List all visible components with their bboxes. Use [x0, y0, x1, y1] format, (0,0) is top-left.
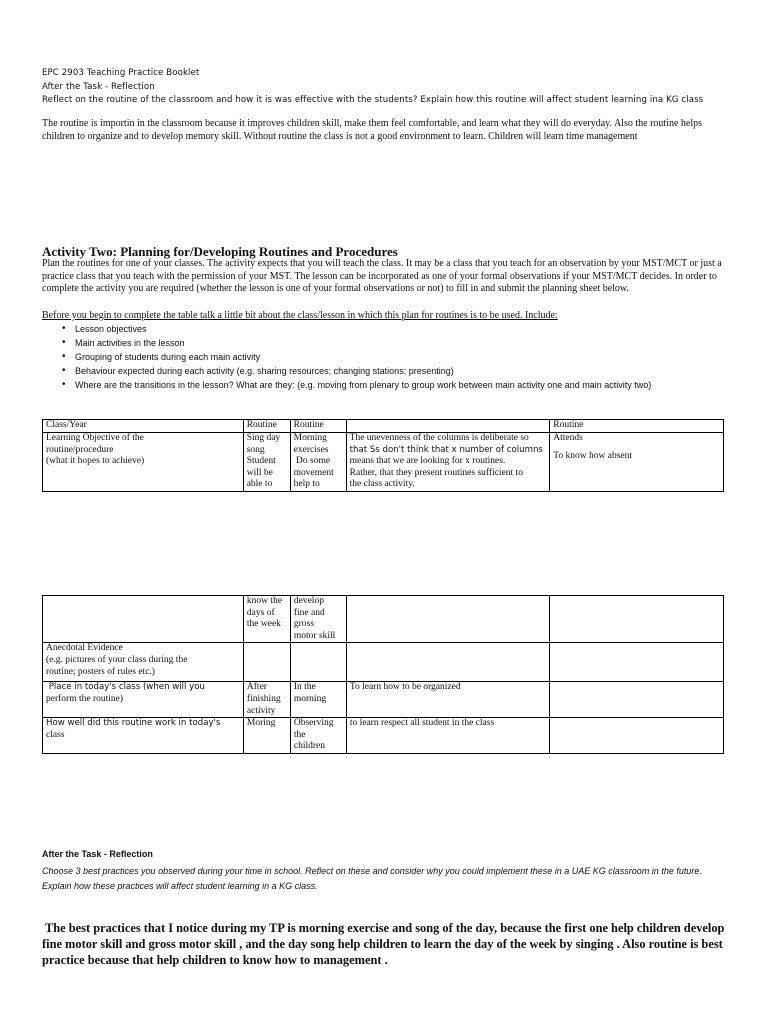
- activity-two-instruction: Before you begin to complete the table talk a little bit about the class/lesson in which this plan for routines is to be used. Include:: [42, 310, 558, 321]
- cell-blank: [550, 682, 724, 718]
- cell-learn-respect: to learn respect all student in the class: [346, 718, 550, 754]
- table-header-row: [43, 420, 724, 433]
- cell-blank: [243, 643, 290, 682]
- table-row: [43, 433, 724, 492]
- cell-place-in-class: Place in today's class (when will you perform the routine): [43, 682, 244, 718]
- activity-two-heading: Activity Two: Planning for/Developing Routines and Procedures: [42, 244, 398, 259]
- reflection-prompt: Choose 3 best practices you observed during your time in school. Reflect on these and consider why you could implement these in a UAE KG classroom in the future. Explain how these practices will affect student learning in a KG class.: [42, 866, 702, 891]
- cell-develop-motor-skill: develop fine and gross motor skill: [290, 596, 346, 643]
- cell-routine-sing-day-song: Sing day song Student will be able to: [243, 433, 290, 492]
- cell-routine-morning-exercises: Morning exercises Do some movement help to: [290, 433, 346, 492]
- cell-routine-attends: Attends To know how absent: [550, 433, 724, 492]
- cell-moring: Moring: [243, 718, 290, 754]
- cell-blank: [550, 596, 724, 643]
- header-class-year: Class/Year: [43, 420, 244, 433]
- cell-know-days: know the days of the week: [243, 596, 290, 643]
- table-row: [43, 718, 724, 754]
- header-blank: [346, 420, 550, 433]
- routines-table-top: [42, 419, 724, 492]
- list-item: • Lesson objectives: [42, 322, 722, 336]
- reflection-question: Reflect on the routine of the classroom and how it is was effective with the students? Explain how this routine will affect student learning ina KG class: [42, 95, 704, 105]
- reflection-heading: After the Task - Reflection: [42, 849, 153, 859]
- routines-table-bottom: [42, 595, 724, 754]
- include-list: [42, 322, 722, 392]
- header-routine-1: Routine: [243, 420, 290, 433]
- cell-in-the-morning: In the morning: [290, 682, 346, 718]
- response-paragraph: The routine is importin in the classroom because it improves children skill, make them feel comfortable, and learn what they will do everyday. Also the routine helps children to organize and to develop memory skill. Without routine the class is not a good environment to learn. Children will learn time management: [42, 118, 703, 142]
- list-item: • Main activities in the lesson: [42, 336, 722, 350]
- table-row: [43, 596, 724, 643]
- cell-blank: [43, 596, 244, 643]
- list-item: • Grouping of students during each main activity: [42, 350, 722, 364]
- cell-after-finishing: After finishing activity: [243, 682, 290, 718]
- cell-blank: [290, 643, 346, 682]
- cell-observing-children: Observing the children: [290, 718, 346, 754]
- best-practices-answer: The best practices that I notice during my TP is morning exercise and song of the day, because the first one help children develop fine motor skill and gross motor skill , and the day song help children to learn the day of the week by singing . Also routine is best practice because that help children to know how to management .: [42, 921, 725, 967]
- activity-two-intro: Plan the routines for one of your classes. The activity expects that you will teach the class. It may be a class that you teach for an observation by your MST/MCT or just a practice class that you teach with the permission of your MST. The lesson can be incorporated as one of your formal observations if your MST/MCT decides. In order to complete the activity you are required (whether the lesson is one of your formal observations or not) to fill in and submit the planning sheet below.: [42, 258, 722, 294]
- list-item: • Behaviour expected during each activity (e.g. sharing resources; changing stations; presenting): [42, 364, 722, 378]
- header-routine-2: Routine: [290, 420, 346, 433]
- cell-how-well: How well did this routine work in today's class: [43, 718, 244, 754]
- cell-blank: [346, 596, 550, 643]
- header-routine-3: Routine: [550, 420, 724, 433]
- list-item: • Where are the transitions in the lesson? What are they: (e.g. moving from plenary to group work between main activity one and main activity two): [42, 378, 722, 392]
- cell-anecdotal-evidence: Anecdotal Evidence (e.g. pictures of your class during the routine; posters of rules etc.): [43, 643, 244, 682]
- section-label: After the Task - Reflection: [42, 82, 155, 92]
- cell-blank: [550, 718, 724, 754]
- table-row: [43, 643, 724, 682]
- cell-blank: [346, 643, 550, 682]
- cell-learn-organized: To learn how to be organized: [346, 682, 550, 718]
- booklet-title: EPC 2903 Teaching Practice Booklet: [42, 68, 200, 78]
- cell-blank: [550, 643, 724, 682]
- cell-columns-note: The unevenness of the columns is deliberate so that Ss don't think that x number of columns means that we are looking for x routines. Rather, that they present routines sufficient to the class activity.: [346, 433, 550, 492]
- cell-learning-objective: Learning Objective of the routine/procedure (what it hopes to achieve): [43, 433, 244, 492]
- table-row: [43, 682, 724, 718]
